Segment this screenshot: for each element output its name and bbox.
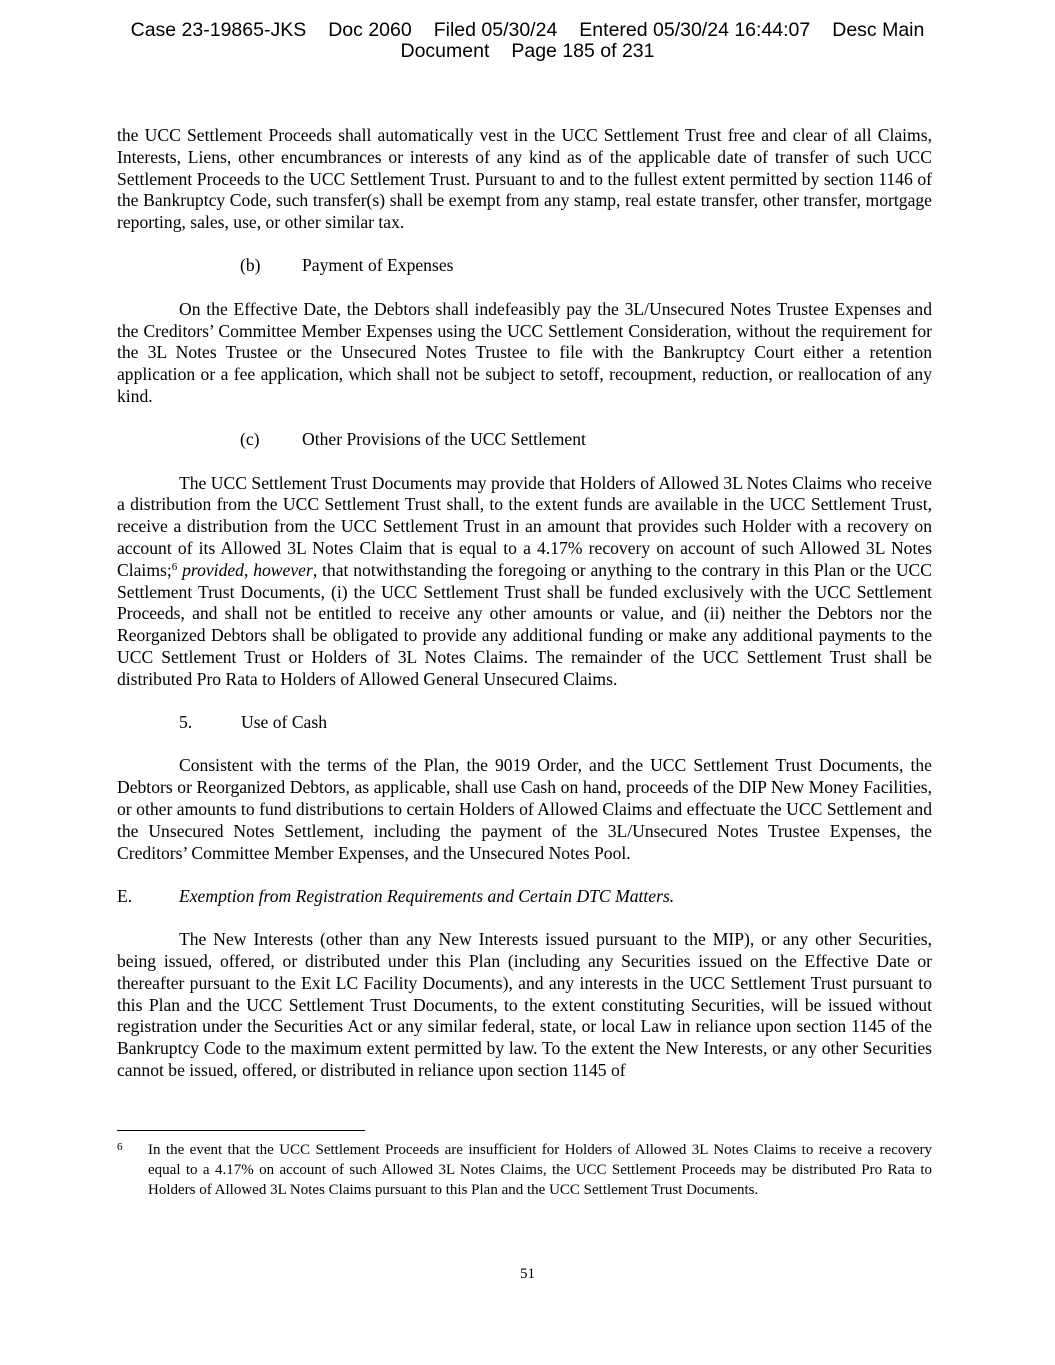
paragraph-use-of-cash: Consistent with the terms of the Plan, the 9019 Order, and the UCC Settlement Trust Documents, the Debtors or Reorganized Debtors, as applicable, shall use Cash on hand, proceeds of the DIP New Money Facilities, or other amounts to fund distributions to certain Holders of Allowed Claims and effectuate the UCC Settlement and the Unsecured Notes Settlement, including the payment of the 3L/Unsecured Notes Trustee Expenses, the Creditors’ Committee Member Expenses, and the Unsecured Notes Pool. (117, 755, 932, 863)
document-label: Document (400, 40, 490, 62)
footnote-mark: 6 (117, 1141, 123, 1153)
header-line-2 (0, 41, 1055, 62)
heading-number: (b) (240, 255, 261, 276)
heading-number: (c) (240, 429, 260, 450)
heading-number: 5. (179, 712, 193, 733)
heading-title: Exemption from Registration Requirements and Certain DTC Matters. (179, 885, 675, 906)
heading-title: Use of Cash (241, 712, 328, 733)
header-line-1 (0, 20, 1055, 41)
heading-exemption (117, 886, 932, 908)
page-count: Page 185 of 231 (511, 40, 655, 62)
paragraph-other-provisions (117, 473, 932, 691)
footnote-separator (117, 1130, 365, 1131)
heading-number: E. (117, 885, 133, 906)
paragraph-exemption: The New Interests (other than any New Interests issued pursuant to the MIP), or any other Securities, being issued, offered, or distributed under this Plan (including any Securities issued on the Effective Date or thereafter pursuant to the Exit LC Facility Documents), and any interests in the UCC Settlement Trust pursuant to this Plan and the UCC Settlement Trust Documents, to the extent constituting Securities, will be issued without registration under the Securities Act or any similar federal, state, or local Law in reliance upon section 1145 of the Bankruptcy Code to the maximum extent permitted by law. To the extent the New Interests, or any other Securities cannot be issued, offered, or distributed in reliance upon section 1145 of (117, 929, 932, 1080)
text-run-italic: however (253, 559, 313, 580)
footnote-text: In the event that the UCC Settlement Proceeds are insufficient for Holders of Allowed 3L Notes Claims to receive a recovery equal to a 4.17% on account of such Allowed 3L Notes Claims, the UCC Settlement Proceeds may be distributed Pro Rata to Holders of Allowed 3L Notes Claims pursuant to this Plan and the UCC Settlement Trust Documents. (148, 1142, 932, 1198)
heading-title: Payment of Expenses (302, 255, 454, 276)
heading-title: Other Provisions of the UCC Settlement (302, 429, 586, 450)
footnote (117, 1140, 932, 1200)
text-run-italic: provided (182, 559, 244, 580)
filed-date: Filed 05/30/24 (433, 19, 558, 41)
page-number: 51 (520, 1266, 535, 1282)
text-run: , that notwithstanding the foregoing or anything to the contrary in this Plan or the UCC Settlement Trust Documents, (i) the UCC Settlement Trust shall be funded exclusively with the UCC Settlement Proceeds, and shall not be entitled to receive any other amounts or value, and (ii) neither the Debtors nor the Reorganized Debtors shall be obligated to provide any additional funding or make any additional payments to the UCC Settlement Trust or Holders of 3L Notes Claims. The remainder of the UCC Settlement Trust shall be distributed Pro Rata to Holders of Allowed General Unsecured Claims. (117, 559, 932, 689)
paragraph-continuation: the UCC Settlement Proceeds shall automatically vest in the UCC Settlement Trust free and clear of all Claims, Interests, Liens, other encumbrances or interests of any kind as of the applicable date of transfer of such UCC Settlement Proceeds to the UCC Settlement Trust. Pursuant to and to the fullest extent permitted by section 1146 of the Bankruptcy Code, such transfer(s) shall be exempt from any stamp, real estate transfer, other transfer, mortgage reporting, sales, use, or other similar tax. (117, 125, 932, 233)
entered-date: Entered 05/30/24 16:44:07 (579, 19, 811, 41)
footnote-reference: 6 (171, 560, 178, 573)
heading-payment-of-expenses (117, 255, 932, 277)
case-number: Case 23-19865-JKS (130, 19, 307, 41)
filing-header (0, 20, 1055, 62)
doc-number: Doc 2060 (328, 19, 412, 41)
text-run: The UCC Settlement Trust Documents may provide that Holders of Allowed 3L Notes Claims who receive a distribution from the UCC Settlement Trust shall, to the extent funds are available in the UCC Settlement Trust, receive a distribution from the UCC Settlement Trust in an amount that provides such Holder with a recovery on account of its Allowed 3L Notes Claim that is equal to a 4.17% recovery on account of such Allowed 3L Notes Claims; (117, 472, 932, 580)
heading-use-of-cash (117, 712, 932, 734)
desc-main: Desc Main (832, 19, 925, 41)
text-run: , (243, 559, 254, 580)
document-body (117, 125, 932, 1082)
paragraph-payment-of-expenses: On the Effective Date, the Debtors shall indefeasibly pay the 3L/Unsecured Notes Trustee Expenses and the Creditors’ Committee Member Expenses using the UCC Settlement Consideration, without the requirement for the 3L Notes Trustee or the Unsecured Notes Trustee to file with the Bankruptcy Court either a retention application or a fee application, which shall not be subject to setoff, recoupment, reduction, or reallocation of any kind. (117, 298, 932, 406)
heading-other-provisions (117, 429, 932, 451)
